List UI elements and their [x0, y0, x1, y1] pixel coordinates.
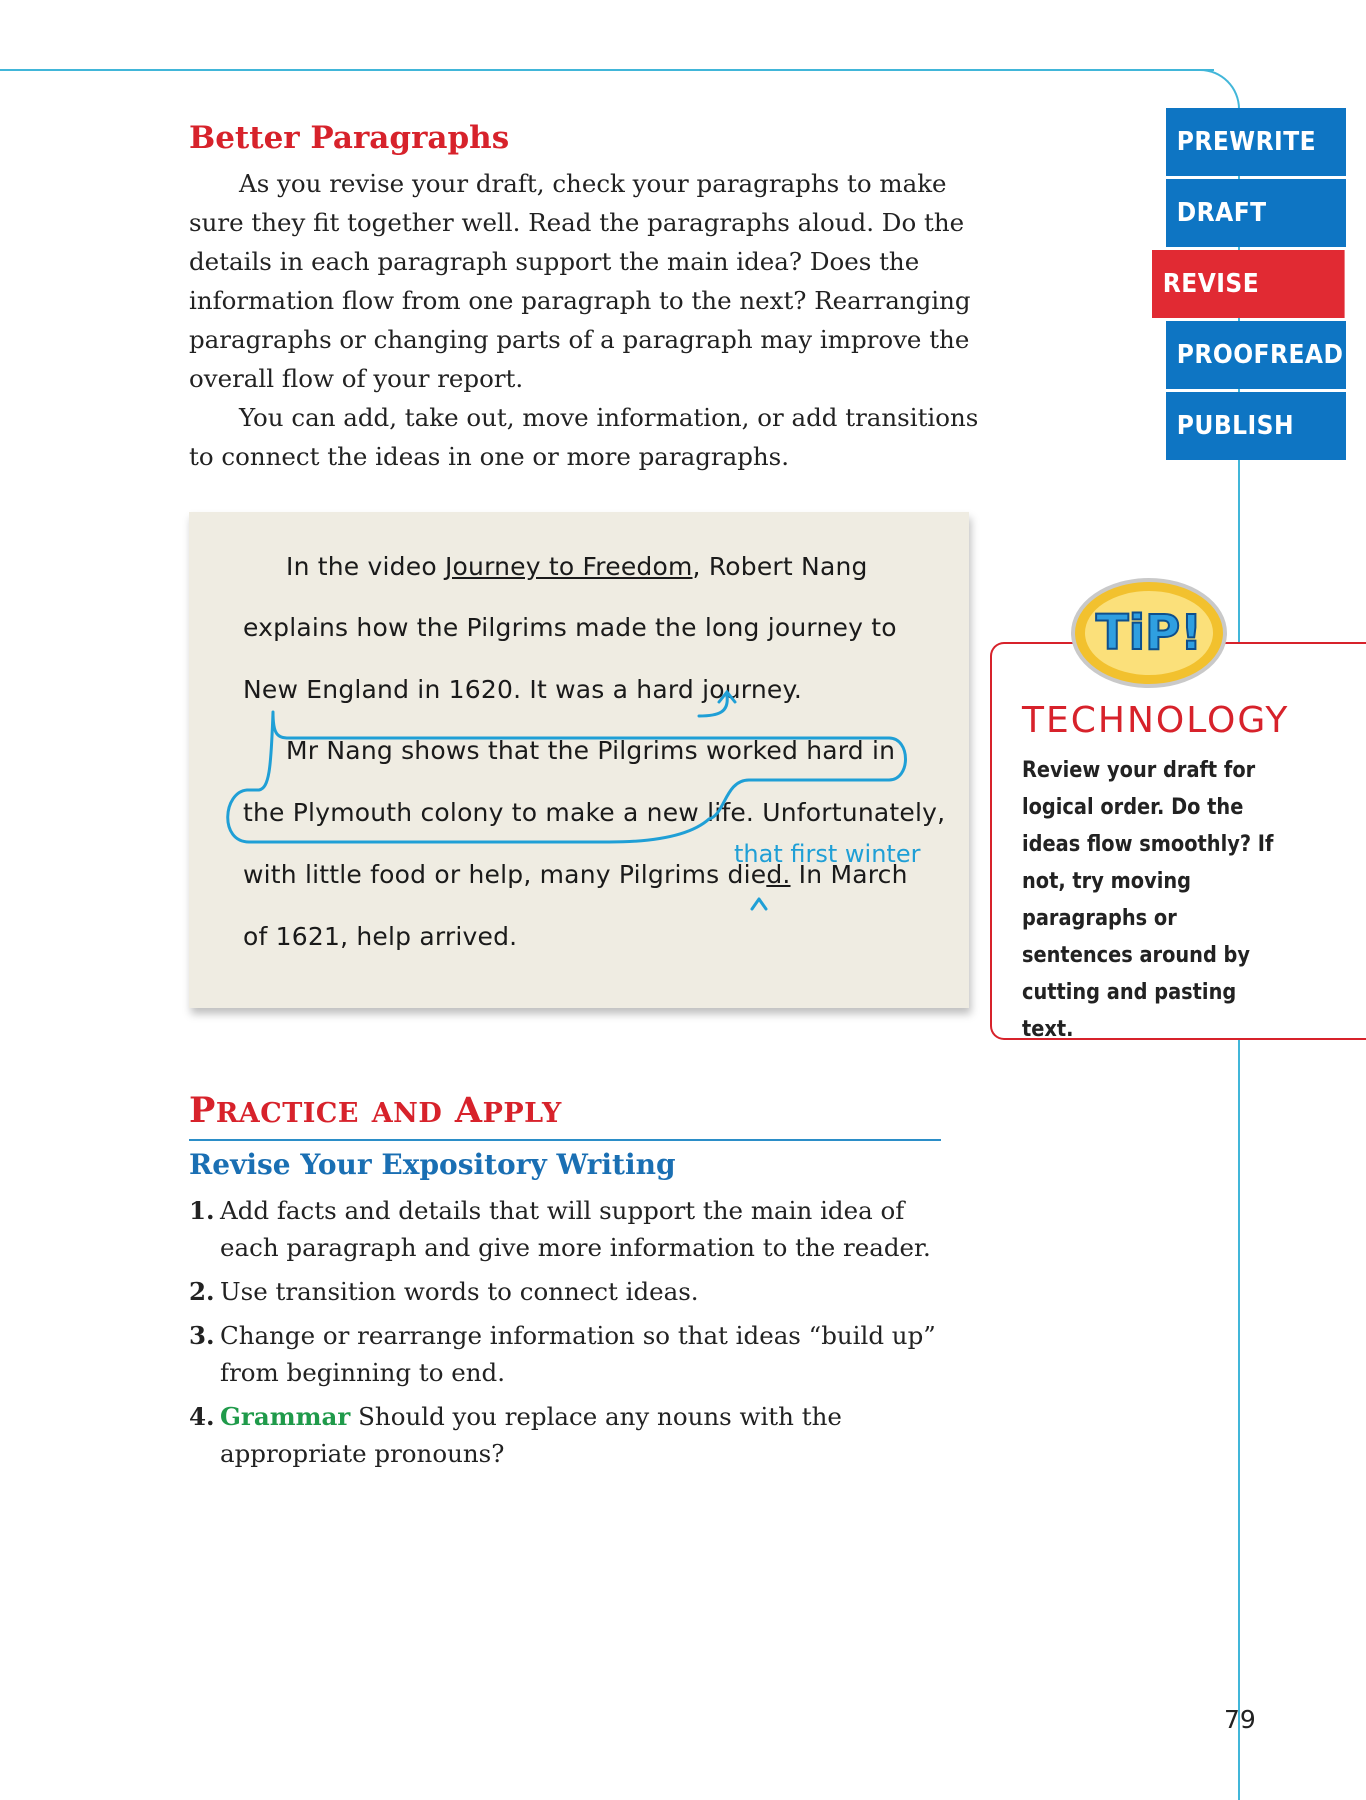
note-line-6: with little food or help, many Pilgrims died. In March [243, 860, 908, 889]
tab-draft[interactable]: DRAFT [1166, 179, 1346, 247]
arrow-mark [699, 692, 735, 716]
section-heading: Better Paragraphs [189, 120, 510, 156]
practice-list [189, 1192, 959, 1479]
list-item: 3. Change or rearrange information so that ideas “build up” from beginning to end. [189, 1321, 936, 1387]
note-line-1: In the video Journey to Freedom, Robert Nang [286, 552, 868, 581]
body-paragraph-2: You can add, take out, move information, or add transitions to connect the ideas in one or more paragraphs. [189, 403, 979, 471]
practice-divider [189, 1139, 941, 1141]
editing-marks [189, 512, 969, 1008]
list-item: 1. Add facts and details that will support the main idea of each paragraph and give more information to the reader. [189, 1196, 931, 1262]
tip-badge-icon [1070, 577, 1228, 689]
note-line-4: Mr Nang shows that the Pilgrims worked hard in [286, 736, 896, 765]
tab-publish[interactable]: PUBLISH [1166, 392, 1346, 460]
practice-subheading: Revise Your Expository Writing [189, 1148, 676, 1181]
tip-badge-text: TiP! [1095, 605, 1203, 661]
video-title: Journey to Freedom [444, 552, 693, 581]
note-line-2: explains how the Pilgrims made the long journey to [243, 613, 897, 642]
handwritten-draft-card [189, 512, 969, 1008]
body-paragraph-1: As you revise your draft, check your paragraphs to make sure they fit together well. Read the paragraphs aloud. Do the details in each paragraph support the main idea? Does the information flow from one paragraph to the next? Rearranging paragraphs or changing parts of a paragraph may improve the overall flow of your report. [189, 169, 971, 393]
inserted-phrase: that first winter [734, 840, 921, 868]
page-number: 79 [1224, 1705, 1256, 1734]
tip-title: TECHNOLOGY [1022, 700, 1290, 741]
list-item: 4. Grammar Should you replace any nouns with the appropriate pronouns? [189, 1402, 842, 1468]
caret-mark [752, 899, 766, 909]
note-line-5: the Plymouth colony to make a new life. Unfortunately, [243, 798, 946, 827]
section-body [189, 164, 989, 476]
note-line-3: New England in 1620. It was a hard journey. [243, 675, 803, 704]
top-border-line [0, 69, 1214, 71]
tab-revise[interactable]: REVISE [1152, 250, 1345, 318]
tab-proofread[interactable]: PROOFREAD [1166, 321, 1346, 389]
note-line-7: of 1621, help arrived. [243, 922, 518, 951]
move-loop-mark [228, 712, 906, 842]
grammar-label: Grammar [220, 1402, 351, 1431]
tip-text: Review your draft for logical order. Do the ideas flow smoothly? If not, try moving paragraphs or sentences around by cutting and pasting text. [1022, 758, 1274, 1042]
list-item: 2. Use transition words to connect ideas. [189, 1277, 699, 1306]
tab-prewrite[interactable]: PREWRITE [1166, 108, 1346, 176]
practice-heading: PRACTICE AND APPLY [189, 1090, 562, 1131]
